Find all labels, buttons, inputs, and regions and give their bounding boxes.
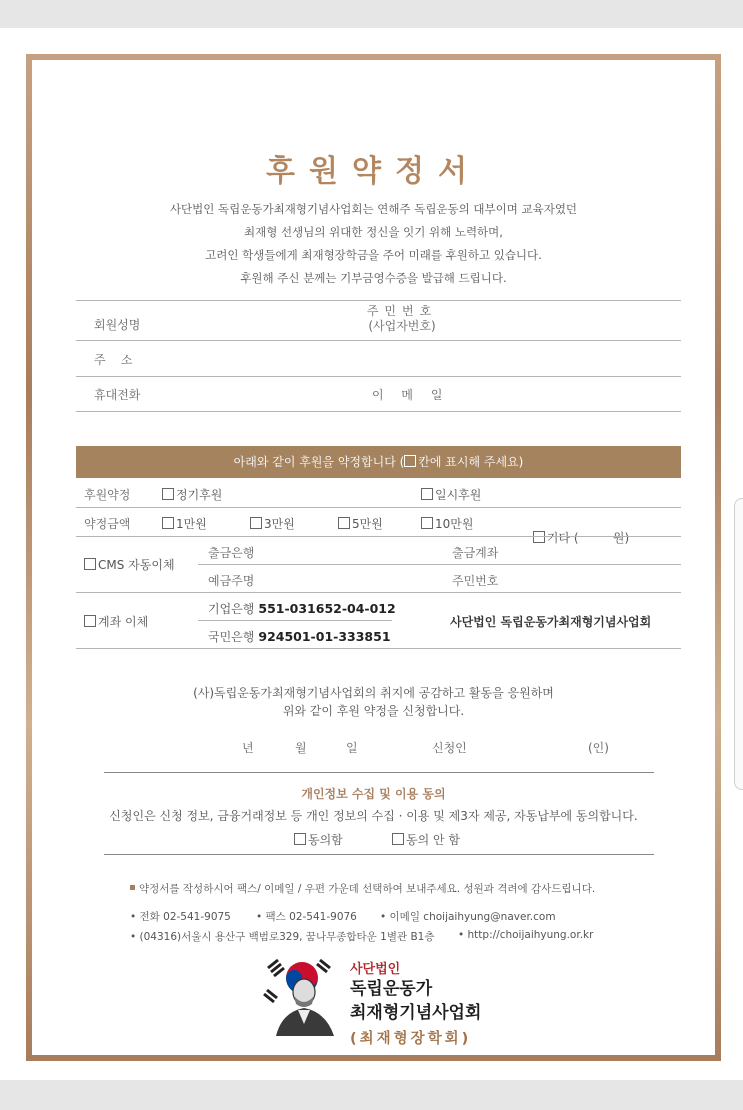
privacy-consent-title: 개인정보 수집 및 이용 동의 [301,787,446,801]
portrait-emblem-icon [262,958,348,1038]
checkbox-icon[interactable] [84,558,96,570]
option-label: 일시후원 [435,488,482,502]
divider [198,564,681,565]
privacy-consent-text: 신청인은 신청 정보, 금융거래정보 등 개인 정보의 수집 · 이용 및 제3자 제공, 자동납부에 동의합니다. [109,809,638,823]
month-label: 월 [295,741,307,755]
bullet-square-icon [130,885,135,890]
option-label: CMS 자동이체 [98,558,175,572]
checkbox-icon[interactable] [392,833,404,845]
checkbox-icon[interactable] [421,488,433,500]
organization-logo [262,958,522,1048]
form-sheet [0,28,743,1080]
option-label: 5만원 [352,517,383,531]
cms-option[interactable] [84,556,175,573]
amount-label: 약정금액 [84,517,131,531]
option-label: 기타 ( 원) [546,531,630,545]
logo-subtitle: 사단법인 [350,962,401,977]
amount-option[interactable] [338,515,383,532]
amount-option[interactable] [421,515,473,532]
logo-name-line: 최재형기념사업회 [350,1003,482,1023]
intro-line: 사단법인 독립운동가최재형기념사업회는 연해주 독립운동의 대부이며 교육자였던 [169,202,578,216]
application-line: (사)독립운동가최재형기념사업회의 취지에 공감하고 활동을 응원하며 [193,686,554,700]
intro-line: 최재형 선생님의 위대한 정신을 잇기 위해 노력하며, [244,225,503,239]
logo-text [350,958,481,1048]
holder-id-label: 주민번호 [452,574,499,588]
option-label: 계좌 이체 [98,615,149,629]
checkbox-icon[interactable] [421,517,433,529]
option-label: 동의 안 함 [406,833,460,847]
one-time-donation-option[interactable] [421,486,481,503]
checkbox-icon[interactable] [533,531,545,543]
consent-disagree-option[interactable] [392,831,460,848]
divider [76,340,681,341]
amount-option-other[interactable] [510,515,629,560]
amount-option[interactable] [250,515,295,532]
business-id-text: (사업자번호) [368,319,436,333]
payee-name: 사단법인 독립운동가최재형기념사업회 [450,615,652,629]
divider [76,411,681,412]
divider [198,620,392,621]
contact-fax: • 팩스 02-541-9076 [256,911,357,923]
checkbox-icon[interactable] [294,833,306,845]
divider [76,376,681,377]
account-number: 551-031652-04-012 [258,601,396,616]
address-label: 주 소 [94,353,133,367]
contact-phone: • 전화 02-541-9075 [130,911,231,923]
scroll-handle[interactable] [734,498,743,790]
option-label: 정기후원 [176,488,223,502]
bank-name: 국민은행 [208,630,255,644]
bank-name: 기업은행 [208,602,255,616]
resident-id-label [352,304,452,334]
resident-id-text: 주민번호 [366,304,438,318]
divider [76,648,681,649]
checkbox-icon[interactable] [338,517,350,529]
year-label: 년 [242,741,254,755]
checkbox-icon[interactable] [162,488,174,500]
divider [76,300,681,301]
consent-agree-option[interactable] [294,831,343,848]
option-label: 1만원 [176,517,207,531]
band-text-prefix: 아래와 같이 후원을 약정합니다 ( [233,455,405,469]
email-label: 이 메 일 [372,388,443,402]
contact-email: • 이메일 choijaihyung@naver.com [380,911,556,923]
application-line: 위와 같이 후원 약정을 신청합니다. [282,704,465,718]
phone-label: 휴대전화 [94,388,141,402]
seal-label: (인) [588,741,609,755]
member-name-label: 회원성명 [94,318,141,332]
option-label: 3만원 [264,517,295,531]
intro-text [32,198,715,290]
amount-option[interactable] [162,515,207,532]
divider [104,772,654,773]
checkbox-icon [404,455,416,467]
pledge-instruction-band [76,446,681,478]
checkbox-icon[interactable] [250,517,262,529]
contact-website: • http://choijaihyung.or.kr [458,929,594,941]
checkbox-icon[interactable] [84,615,96,627]
applicant-label: 신청인 [432,741,467,755]
option-label: 10만원 [435,517,474,531]
logo-alias: (최재형장학회) [350,1031,472,1047]
bank-account-kb [208,628,391,645]
account-holder-label: 예금주명 [208,574,255,588]
divider [76,536,681,537]
option-label: 동의함 [308,833,343,847]
contact-address: • (04316)서울시 용산구 백범로329, 꿈나무종합타운 1별관 B1층 [130,931,435,943]
submission-note [130,881,595,896]
note-text: 약정서를 작성하시어 팩스/ 이메일 / 우편 가운데 선택하여 보내주세요. 성원과 격려에 감사드립니다. [139,883,596,895]
bank-account-ibk [208,600,396,617]
day-label: 일 [346,741,358,755]
band-text-suffix: 칸에 표시해 주세요) [418,455,524,469]
regular-donation-option[interactable] [162,486,222,503]
pledge-type-label: 후원약정 [84,488,131,502]
withdraw-bank-label: 출금은행 [208,546,255,560]
account-number: 924501-01-333851 [258,629,391,644]
bank-transfer-option[interactable] [84,613,148,630]
logo-name-line: 독립운동가 [350,979,433,999]
withdraw-account-label: 출금계좌 [452,546,499,560]
pledge-form [26,54,721,1061]
intro-line: 후원해 주신 분께는 기부금영수증을 발급해 드립니다. [240,271,507,285]
divider [76,507,681,508]
checkbox-icon[interactable] [162,517,174,529]
divider [76,592,681,593]
divider [104,854,654,855]
form-title: 후원약정서 [266,154,481,189]
intro-line: 고려인 학생들에게 최재형장학금을 주어 미래를 후원하고 있습니다. [205,248,542,262]
